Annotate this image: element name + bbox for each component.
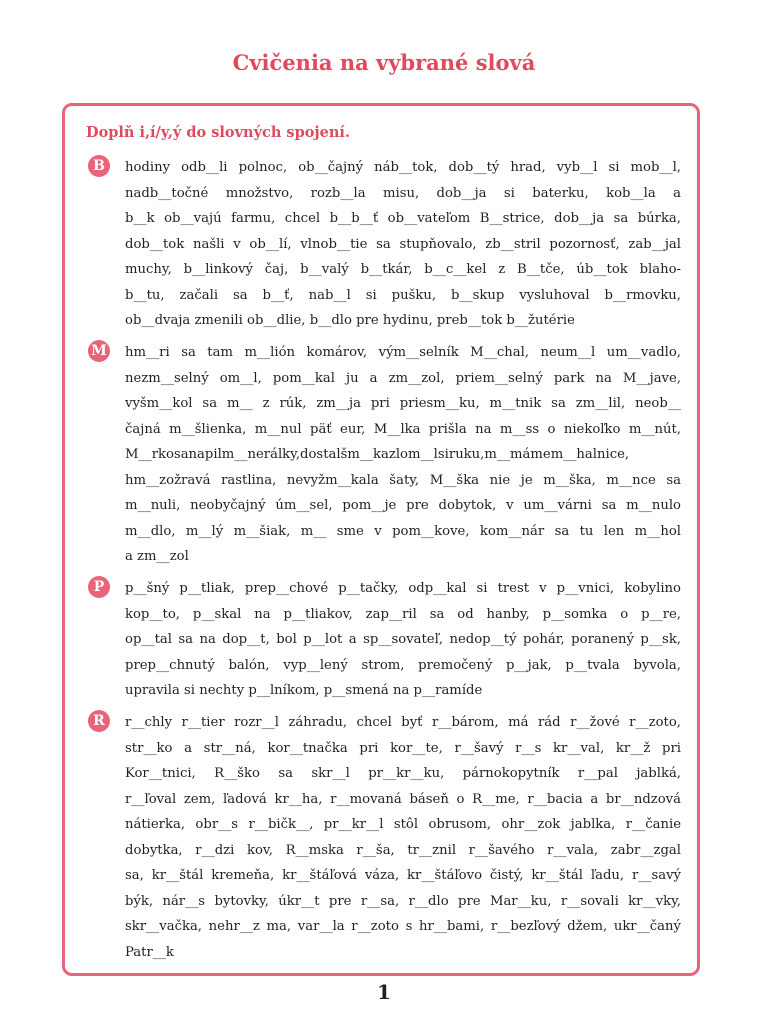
exercise-line: sa, kr__štál kremeňa, kr__štáľová váza, kr__štáľovo čistý, kr__štál ľadu, r__savý	[125, 868, 681, 883]
letter-badge: B	[88, 155, 110, 177]
letter-badge: M	[88, 340, 110, 362]
exercise-line: čajná m__šlienka, m__nul päť eur, M__lka prišla na m__ss o niekoľko m__nút,	[125, 421, 681, 437]
exercise-line: b__k ob__vajú farmu, chcel b__b__ť ob__vateľom B__strice, dob__ja sa búrka,	[125, 211, 681, 226]
exercise-line: hm__ri sa tam m__lión komárov, vým__selník M__chal, neum__l um__vadlo,	[125, 345, 681, 360]
exercise-line: hm__zožravá rastlina, nevyžm__kala šaty, M__ška nie je m__ška, m__nce sa	[125, 472, 681, 488]
exercise-line: hodiny odb__li polnoc, ob__čajný náb__tok, dob__tý hrad, vyb__l si mob__l,	[125, 160, 681, 175]
exercise-line: muchy, b__linkový čaj, b__valý b__tkár, b__c__kel z B__tče, úb__tok blaho-	[125, 262, 681, 277]
exercise-line: r__ľoval zem, ľadová kr__ha, r__movaná báseň o R__me, r__bacia a br__ndzová	[125, 791, 681, 807]
exercise-line: nezm__selný om__l, pom__kal ju a zm__zol, priem__selný park na M__jave,	[125, 370, 681, 386]
letter-badge: P	[88, 576, 110, 598]
exercise-line: upravila si nechty p__lníkom, p__smená na p__ramíde	[125, 683, 483, 698]
exercise-line: b__tu, začali sa b__ť, nab__l si pušku, b__skup vysluhoval b__rmovku,	[125, 287, 681, 303]
exercise-line: Kor__tnici, R__ško sa skr__l pr__kr__ku, párnokopytník r__pal jablká,	[125, 766, 681, 781]
page-title: Cvičenia na vybrané slová	[232, 50, 536, 75]
exercise-line: r__chly r__tier rozr__l záhradu, chcel byť r__bárom, má rád r__žové r__zoto,	[125, 715, 681, 730]
exercise-line: a zm__zol	[125, 549, 189, 564]
exercise-lines	[125, 340, 681, 570]
exercise-lines	[125, 710, 681, 965]
exercise-line: op__tal sa na dop__t, bol p__lot a sp__sovateľ, nedop__tý pohár, poranený p__sk,	[125, 632, 681, 647]
exercise-line: dobytka, r__dzi kov, R__mska r__ša, tr__znil r__šavého r__vala, zabr__zgal	[125, 842, 681, 858]
exercise-line: m__dlo, m__lý m__šiak, m__ sme v pom__kove, kom__nár sa tu len m__hol	[125, 523, 681, 539]
exercise-line: nátierka, obr__s r__bičk__, pr__kr__l stôl obrusom, ohr__zok jablka, r__čanie	[125, 817, 681, 832]
exercise-lines	[125, 155, 681, 334]
exercise-line: kop__to, p__skal na p__tliakov, zap__ril sa od hanby, p__somka o p__re,	[125, 606, 681, 622]
exercise-line: Patr__k	[125, 944, 174, 960]
exercise-line: str__ko a str__ná, kor__tnačka pri kor__te, r__šavý r__s kr__val, kr__ž pri	[125, 740, 681, 756]
exercise-line: m__nuli, neobyčajný úm__sel, pom__je pre dobytok, v um__várni sa m__nulo	[125, 498, 681, 513]
exercise-line: ob__dvaja zmenili ob__dlie, b__dlo pre hydinu, preb__tok b__žutérie	[125, 313, 575, 328]
exercise-line: prep__chnutý balón, vyp__lený strom, premočený p__jak, p__tvala byvola,	[125, 657, 681, 673]
exercise-line: p__šný p__tliak, prep__chové p__tačky, odp__kal si trest v p__vnici, kobylino	[125, 581, 681, 596]
exercise-line: nadb__točné množstvo, rozb__la misu, dob__ja si baterku, kob__la a	[125, 185, 681, 201]
exercise-line: skr__vačka, nehr__z ma, var__la r__zoto s hr__bami, r__bezľový džem, ukr__čaný	[125, 919, 681, 934]
exercise-line: býk, nár__s bytovky, úkr__t pre r__sa, r__dlo pre Mar__ku, r__sovali kr__vky,	[125, 893, 681, 909]
page-number: 1	[377, 980, 391, 1004]
exercise-line: dob__tok našli v ob__lí, vlnob__tie sa stupňovalo, zb__stril pozornosť, zab__jal	[125, 236, 681, 252]
exercise-line: M__rkosanapilm__nerálky,dostalšm__kazlom__lsiruku,m__mámem__halnice,	[125, 447, 630, 462]
instruction: Doplň i,í/y,ý do slovných spojení.	[86, 124, 350, 141]
letter-badge: R	[88, 710, 110, 732]
exercise-lines	[125, 576, 681, 704]
exercise-line: vyšm__kol sa m__ z rúk, zm__ja pri priesm__ku, m__tnik sa zm__lil, neob__	[125, 396, 681, 411]
